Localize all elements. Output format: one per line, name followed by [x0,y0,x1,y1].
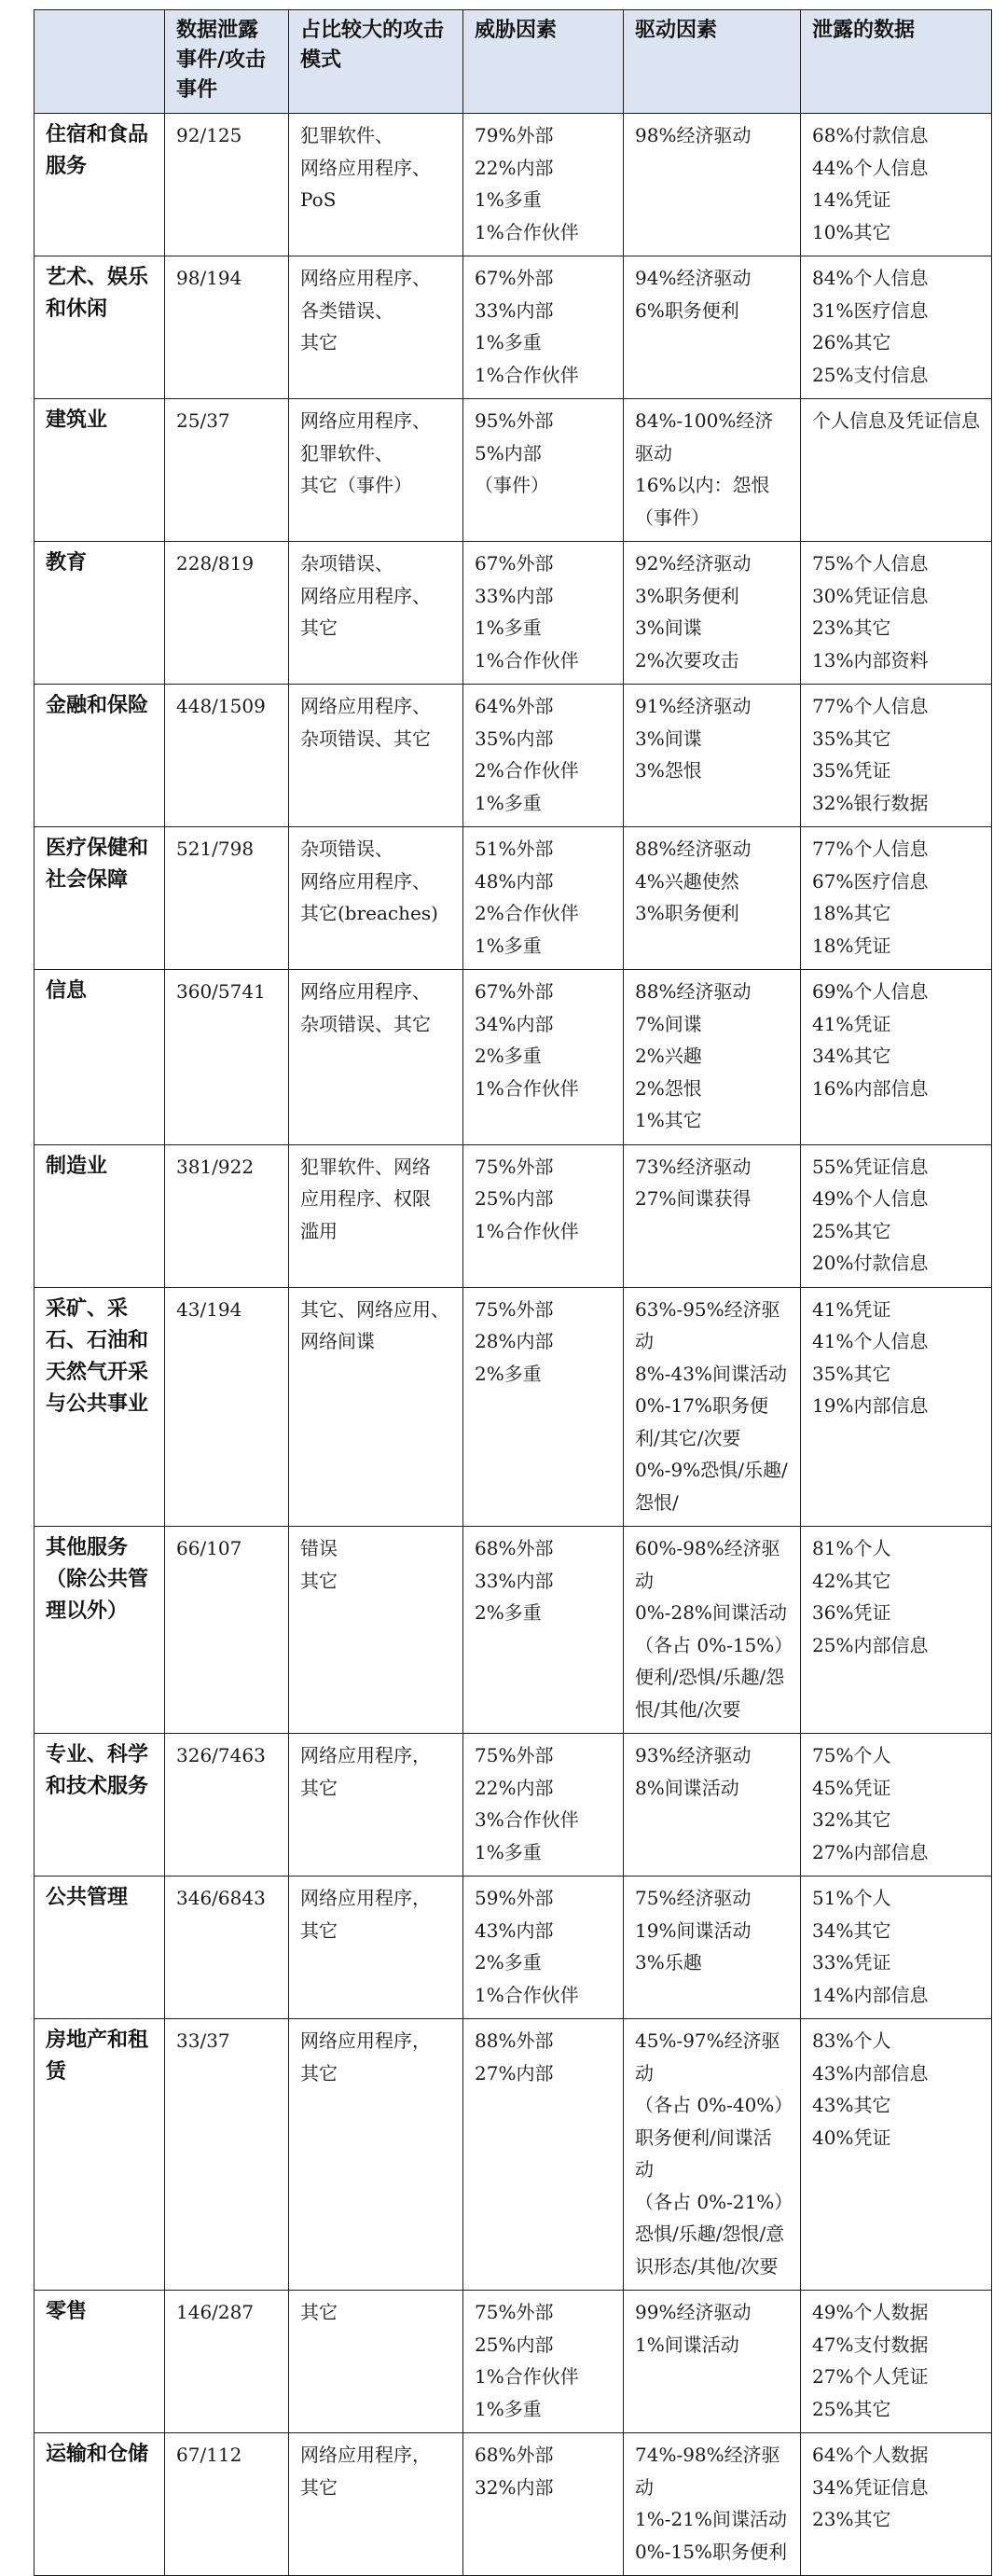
leaked-data-line: 55%凭证信息 [812,1155,929,1178]
leaked-data-line: 20%付款信息 [812,1252,929,1274]
industry-cell: 运输和仓储 [34,2433,165,2576]
industry-cell: 教育 [34,542,165,685]
motive-line: 45%-97%经济驱动 [635,2029,780,2084]
events-cell: 25/37 [165,399,289,542]
pattern-line: 其它 [300,1569,338,1592]
leaked-data-line: 45%凭证 [812,1776,891,1799]
motive-line: 88%经济驱动 [635,838,752,860]
industry-cell: 信息 [34,970,165,1145]
motive-cell [624,2291,801,2433]
events-cell: 346/6843 [165,1877,289,2019]
pattern-line: 网络应用程序、 [300,869,431,893]
motive-line: 91%经济驱动 [635,695,752,717]
leaked-data-line: 26%其它 [812,331,891,353]
leaked-data-line: 25%其它 [812,2397,891,2420]
leaked-data-line: 41%个人信息 [812,1330,929,1352]
motive-line: （各占 0%-40%）职务便利/间谍活动 [635,2094,784,2181]
threat-line: 59%外部 [475,1887,554,1909]
threat-line: 1%多重 [475,791,542,814]
motive-line: 3%职务便利 [635,584,739,607]
industry-cell: 建筑业 [34,399,165,542]
threat-line: 1%多重 [475,188,542,211]
threat-line: 68%外部 [475,2444,554,2466]
pattern-line: 网络应用程序、 [300,156,431,179]
pattern-line: 犯罪软件、网络 [300,1155,431,1178]
industry-cell: 公共管理 [34,1877,165,2019]
leaked-data-line: 25%其它 [812,1219,891,1242]
threat-line: 75%外部 [475,1155,554,1178]
threat-line: 5%内部 [475,441,542,464]
motive-cell [624,827,801,970]
motive-line: 74%-98%经济驱动 [635,2444,780,2499]
pattern-line: 错误 [300,1537,338,1559]
motive-line: 27%间谍获得 [635,1187,752,1210]
table-row [34,2433,992,2576]
motive-line: （各占 0%-21%）恐惧/乐趣/怨恨/意识形态/其他/次要 [635,2190,785,2278]
events-cell: 33/37 [165,2019,289,2291]
leaked-data-line: 81%个人 [812,1537,891,1559]
leaked-data-line: 35%凭证 [812,759,891,782]
threat-line: 88%外部 [475,2029,554,2052]
leaked-data-line: 34%其它 [812,1918,891,1942]
industry-cell: 金融和保险 [34,685,165,827]
pattern-line: 网络应用程序、 [300,409,431,432]
pattern-line: 滥用 [300,1219,338,1242]
pattern-cell [289,1144,463,1287]
pattern-cell [289,1527,463,1734]
leaked-data-cell [801,2433,992,2576]
threat-line: 1%合作伙伴 [475,1983,579,2006]
threat-line: 48%内部 [475,869,554,893]
motive-line: 1%其它 [635,1109,702,1131]
leaked-data-line: 83%个人 [812,2029,891,2052]
motive-cell [624,1877,801,2019]
motive-line: 0%-28%间谍活动（各占 0%-15%）便利/恐惧/乐趣/怨恨/其他/次要 [635,1601,787,1721]
leaked-data-line: 14%内部信息 [812,1983,929,2006]
motive-cell [624,399,801,542]
threat-line: 2%多重 [475,1951,542,1974]
industry-cell: 零售 [34,2291,165,2433]
table-row [34,2019,992,2291]
table-header-row [34,10,992,114]
motive-cell [624,1144,801,1287]
table-row [34,827,992,970]
pattern-line: 网络应用程序， [300,2029,431,2052]
motive-line: 84%-100%经济驱动 [635,409,774,464]
motive-line: 0%-17%职务便利/其它/次要 [635,1394,768,1449]
motive-cell [624,685,801,827]
events-cell: 448/1509 [165,685,289,827]
threat-line: 1%合作伙伴 [475,648,579,672]
pattern-line: 犯罪软件、 [300,441,393,464]
threat-line: 22%内部 [475,156,554,179]
pattern-line: 其它(breaches) [300,902,438,924]
pattern-line: 网络间谍 [300,1330,375,1352]
leaked-data-line: 41%凭证 [812,1012,891,1035]
threat-cell [463,256,624,399]
threat-line: 1%合作伙伴 [475,220,579,243]
threat-cell [463,685,624,827]
motive-line: 94%经济驱动 [635,267,752,289]
leaked-data-cell [801,1877,992,2019]
table-row [34,970,992,1145]
motive-cell [624,256,801,399]
threat-line: 95%外部 [475,409,554,432]
motive-cell [624,970,801,1145]
threat-cell [463,114,624,256]
leaked-data-cell [801,1287,992,1527]
threat-line: 25%内部 [475,2333,554,2356]
leaked-data-line: 个人信息及凭证信息 [812,409,980,432]
table-row [34,114,992,256]
leaked-data-line: 34%凭证信息 [812,2475,929,2499]
leaked-data-line: 19%内部信息 [812,1394,929,1417]
motive-line: 7%间谍 [635,1012,702,1035]
leaked-data-line: 75%个人 [812,1744,891,1766]
pattern-line: PoS [300,188,337,211]
pattern-line: 网络应用程序、 [300,584,431,607]
threat-line: 51%外部 [475,838,554,860]
leaked-data-line: 31%医疗信息 [812,298,929,322]
table-row [34,1734,992,1877]
breach-table-container [34,9,991,2576]
threat-line: 32%内部 [475,2475,554,2499]
threat-line: 67%外部 [475,552,554,575]
motive-line: 3%乐趣 [635,1951,702,1974]
table-row [34,2291,992,2433]
motive-line: 98%经济驱动 [635,124,752,146]
motive-line: 16%以内：怨恨（事件） [635,474,770,529]
motive-line: 92%经济驱动 [635,552,752,575]
motive-line: 3%间谍 [635,616,702,639]
motive-line: 75%经济驱动 [635,1887,752,1909]
pattern-cell [289,399,463,542]
motive-line: 8%间谍活动 [635,1776,739,1799]
leaked-data-line: 10%其它 [812,220,891,243]
threat-line: 64%外部 [475,695,554,717]
pattern-cell [289,970,463,1145]
motive-line: 73%经济驱动 [635,1155,752,1178]
threat-line: 33%内部 [475,584,554,607]
leaked-data-line: 27%个人凭证 [812,2365,929,2388]
threat-cell [463,1877,624,2019]
pattern-line: 杂项错误、 [300,838,393,860]
pattern-cell [289,256,463,399]
threat-line: 3%合作伙伴 1%多重 [475,1808,579,1863]
events-cell: 43/194 [165,1287,289,1527]
events-cell: 92/125 [165,114,289,256]
threat-cell [463,2019,624,2291]
leaked-data-line: 18%其它 [812,902,891,924]
pattern-line: 杂项错误、其它 [300,1012,431,1035]
leaked-data-line: 32%其它 [812,1808,891,1831]
motive-line: 1%间谍活动 [635,2333,739,2356]
threat-line: 1%多重 [475,616,542,639]
threat-cell [463,1527,624,1734]
leaked-data-line: 77%个人信息 [812,695,929,717]
events-cell: 67/112 [165,2433,289,2576]
pattern-cell [289,2433,463,2576]
leaked-data-line: 68%付款信息 [812,124,929,146]
breach-table [34,9,992,2576]
motive-cell [624,114,801,256]
threat-cell [463,542,624,685]
table-row [34,1287,992,1527]
threat-line: 43%内部 [475,1918,554,1942]
leaked-data-line: 84%个人信息 [812,267,929,289]
header-events: 数据泄露事件/攻击事件 [165,10,289,114]
table-row [34,399,992,542]
motive-line: 0%-9%恐惧/乐趣/怨恨/ [635,1459,788,1514]
leaked-data-line: 13%内部资料 [812,648,929,672]
leaked-data-line: 49%个人数据 [812,2301,929,2323]
threat-line: 33%内部 [475,1569,554,1592]
leaked-data-line: 77%个人信息 [812,838,929,860]
motive-cell [624,1734,801,1877]
header-patterns: 占比较大的攻击模式 [289,10,463,114]
leaked-data-cell [801,970,992,1145]
motive-line: 3%间谍 [635,727,702,750]
threat-line: 35%内部 [475,727,554,750]
pattern-line: 网络应用程序、 [300,695,431,717]
pattern-line: 网络应用程序、 [300,980,431,1003]
leaked-data-cell [801,827,992,970]
motive-cell [624,1287,801,1527]
motive-line: 99%经济驱动 [635,2301,752,2323]
pattern-line: 杂项错误、其它 [300,727,431,750]
pattern-cell [289,542,463,685]
table-row [34,685,992,827]
industry-cell: 制造业 [34,1144,165,1287]
leaked-data-cell [801,1527,992,1734]
motive-cell [624,542,801,685]
threat-line: 75%外部 [475,1744,554,1766]
motive-line: 2%次要攻击 [635,648,739,672]
industry-cell: 采矿、采石、石油和天然气开采与公共事业 [34,1287,165,1527]
leaked-data-line: 64%个人数据 [812,2444,929,2466]
motive-line: 88%经济驱动 [635,980,752,1003]
threat-line: 1%多重 [475,331,542,353]
threat-line: 33%内部 [475,298,554,322]
motive-cell [624,1527,801,1734]
events-cell: 360/5741 [165,970,289,1145]
pattern-cell [289,827,463,970]
leaked-data-line: 35%其它 [812,727,891,750]
leaked-data-line: 40%凭证 [812,2126,891,2149]
threat-line: 22%内部 [475,1776,554,1799]
motive-line: 93%经济驱动 [635,1744,752,1766]
leaked-data-line: 43%其它 [812,2094,891,2116]
leaked-data-line: 47%支付数据 [812,2333,929,2356]
pattern-line: 其它（事件） [300,474,412,496]
pattern-line: 应用程序、权限 [300,1187,431,1210]
threat-line: 2%合作伙伴 [475,759,579,782]
threat-line: 1%合作伙伴 [475,363,579,386]
motive-line: 19%间谍活动 [635,1918,752,1942]
leaked-data-line: 32%银行数据 [812,791,929,814]
pattern-line: 杂项错误、 [300,552,393,575]
pattern-cell [289,114,463,256]
events-cell: 381/922 [165,1144,289,1287]
events-cell: 228/819 [165,542,289,685]
leaked-data-line: 30%凭证信息 [812,584,929,607]
leaked-data-line: 16%内部信息 [812,1076,929,1100]
threat-line: （事件） [475,474,549,496]
pattern-cell [289,1287,463,1527]
leaked-data-line: 42%其它 [812,1569,891,1592]
leaked-data-cell [801,1144,992,1287]
motive-line: 1%-21%间谍活动 [635,2508,787,2530]
motive-line: 0%-15%职务便利 [635,2540,787,2563]
threat-cell [463,970,624,1145]
pattern-line: 其它 [300,1918,338,1942]
threat-line: 25%内部 [475,1187,554,1210]
threat-line: 1%合作伙伴 [475,1076,579,1100]
events-cell: 66/107 [165,1527,289,1734]
threat-cell [463,2433,624,2576]
table-row [34,1877,992,2019]
pattern-line: 其它 [300,2475,338,2499]
pattern-line: 各类错误、 [300,298,393,322]
leaked-data-line: 49%个人信息 [812,1187,929,1210]
threat-line: 1%合作伙伴 [475,2365,579,2388]
threat-cell [463,1287,624,1527]
pattern-cell [289,1734,463,1877]
threat-line: 28%内部 [475,1330,554,1352]
threat-line: 27%内部 [475,2061,554,2084]
leaked-data-line: 35%其它 [812,1362,891,1385]
pattern-line: 其它 [300,616,338,639]
leaked-data-line: 43%内部信息 [812,2061,929,2084]
pattern-cell [289,1877,463,2019]
leaked-data-line: 69%个人信息 [812,980,929,1003]
leaked-data-line: 75%个人信息 [812,552,929,575]
threat-line: 67%外部 [475,980,554,1003]
threat-cell [463,2291,624,2433]
leaked-data-cell [801,685,992,827]
leaked-data-line: 51%个人 [812,1887,891,1909]
industry-cell: 住宿和食品服务 [34,114,165,256]
leaked-data-line: 23%其它 [812,2508,891,2530]
threat-line: 2%多重 [475,1362,542,1385]
industry-cell: 房地产和租赁 [34,2019,165,2291]
leaked-data-line: 34%其它 [812,1045,891,1067]
threat-line: 2%合作伙伴 [475,902,579,924]
events-cell: 326/7463 [165,1734,289,1877]
motive-line: 4%兴趣使然 [635,869,739,893]
motive-line: 3%职务便利 [635,902,739,924]
pattern-line: 其它 [300,331,338,353]
header-industry [34,10,165,114]
leaked-data-cell [801,256,992,399]
motive-line: 2%兴趣 [635,1045,702,1067]
leaked-data-cell [801,2019,992,2291]
threat-line: 1%合作伙伴 [475,1219,579,1242]
threat-cell [463,827,624,970]
leaked-data-cell [801,2291,992,2433]
leaked-data-line: 41%凭证 [812,1297,891,1321]
table-body [34,114,992,2576]
leaked-data-line: 18%凭证 [812,934,891,957]
threat-line: 34%内部 [475,1012,554,1035]
leaked-data-line: 44%个人信息 [812,156,929,179]
motive-line: 6%职务便利 [635,298,739,322]
threat-line: 1%多重 [475,934,542,957]
table-row [34,1527,992,1734]
industry-cell: 医疗保健和社会保障 [34,827,165,970]
pattern-line: 网络应用程序， [300,1744,431,1766]
table-row [34,256,992,399]
pattern-line: 其它 [300,2301,338,2323]
threat-line: 2%多重 [475,1045,542,1067]
pattern-line: 其它、网络应用、 [300,1297,449,1321]
industry-cell: 艺术、娱乐和休闲 [34,256,165,399]
pattern-cell [289,2019,463,2291]
motive-line: 63%-95%经济驱动 [635,1297,780,1352]
threat-line: 67%外部 [475,267,554,289]
leaked-data-line: 33%凭证 [812,1951,891,1974]
threat-cell [463,1144,624,1287]
motive-line: 2%怨恨 [635,1076,702,1100]
header-motives: 驱动因素 [624,10,801,114]
leaked-data-line: 67%医疗信息 [812,869,929,893]
pattern-cell [289,685,463,827]
motive-cell [624,2433,801,2576]
threat-line: 75%外部 [475,2301,554,2323]
leaked-data-line: 25%支付信息 [812,363,929,386]
threat-cell [463,1734,624,1877]
leaked-data-cell [801,542,992,685]
events-cell: 521/798 [165,827,289,970]
threat-line: 79%外部 [475,124,554,146]
threat-line: 2%多重 [475,1601,542,1624]
events-cell: 146/287 [165,2291,289,2433]
threat-line: 68%外部 [475,1537,554,1559]
pattern-cell [289,2291,463,2433]
events-cell: 98/194 [165,256,289,399]
threat-line: 1%多重 [475,2397,542,2420]
pattern-line: 犯罪软件、 [300,124,393,146]
pattern-line: 其它 [300,2061,338,2084]
leaked-data-cell [801,114,992,256]
leaked-data-line: 36%凭证 [812,1601,891,1624]
leaked-data-line: 23%其它 [812,616,891,639]
motive-line: 8%-43%间谍活动 [635,1362,787,1385]
table-row [34,1144,992,1287]
pattern-line: 其它 [300,1776,338,1799]
leaked-data-line: 27%内部信息 [812,1840,929,1863]
threat-line: 75%外部 [475,1297,554,1321]
industry-cell: 专业、科学和技术服务 [34,1734,165,1877]
motive-line: 60%-98%经济驱动 [635,1537,780,1592]
leaked-data-line: 25%内部信息 [812,1633,929,1656]
pattern-line: 网络应用程序， [300,2444,431,2466]
industry-cell: 其他服务（除公共管理以外） [34,1527,165,1734]
leaked-data-cell [801,1734,992,1877]
pattern-line: 网络应用程序、 [300,267,431,289]
header-data-leaked: 泄露的数据 [801,10,992,114]
leaked-data-line: 14%凭证 [812,188,891,211]
motive-line: 3%怨恨 [635,759,702,782]
table-row [34,542,992,685]
pattern-line: 网络应用程序， [300,1887,431,1909]
leaked-data-cell [801,399,992,542]
threat-cell [463,399,624,542]
motive-cell [624,2019,801,2291]
header-threats: 威胁因素 [463,10,624,114]
